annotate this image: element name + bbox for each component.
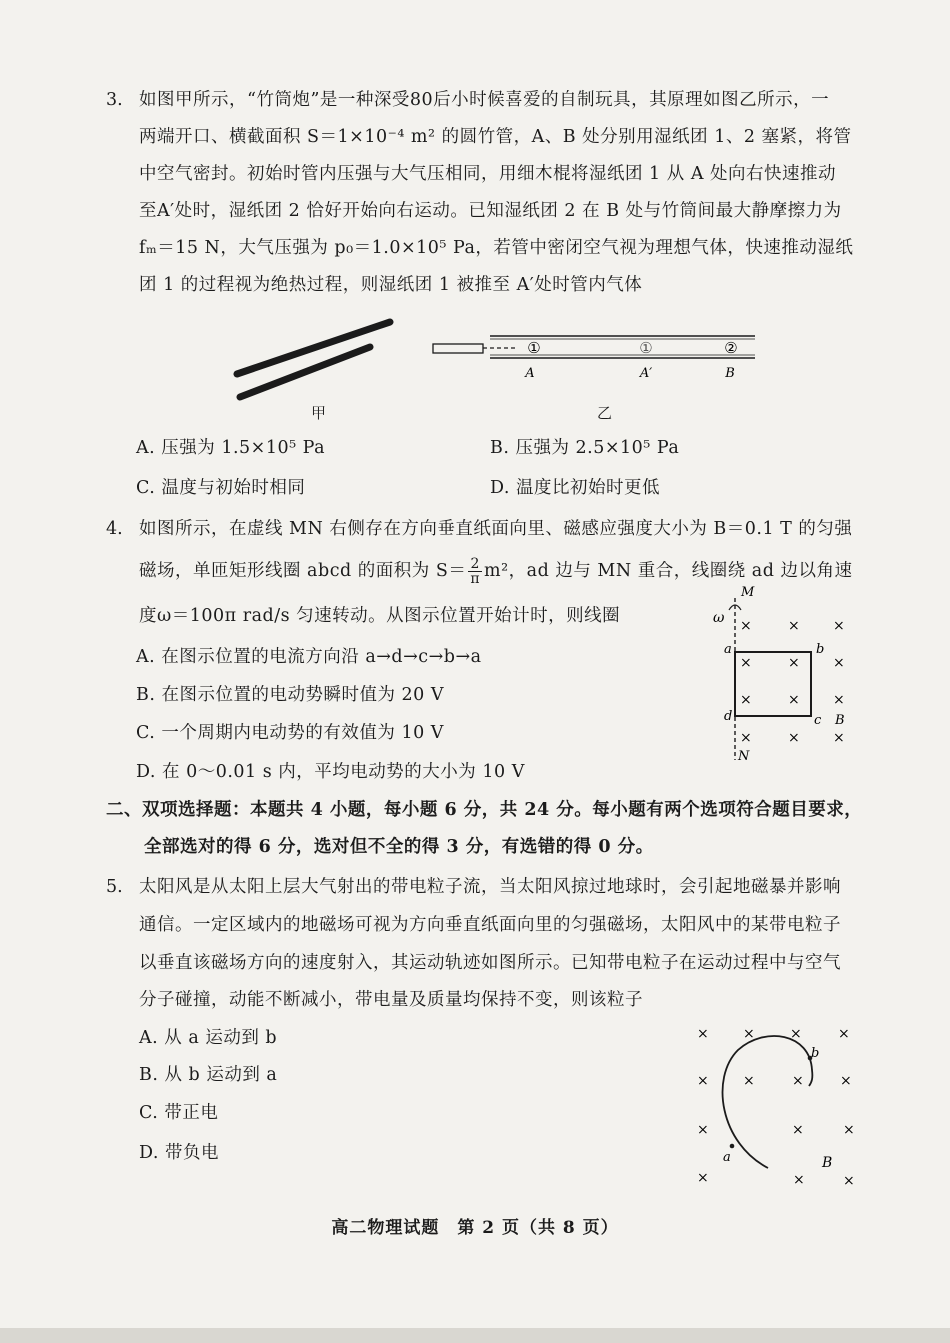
frac-numerator: 2 xyxy=(468,557,482,572)
q5-option-c: C. 带正电 xyxy=(139,1103,219,1123)
label-field-b: B xyxy=(835,713,845,728)
cross-mark: × xyxy=(740,692,752,708)
label-a: a xyxy=(724,642,732,657)
q3-option-c: C. 温度与初始时相同 xyxy=(136,478,306,498)
cross-mark: × xyxy=(833,618,845,634)
cross-mark: × xyxy=(697,1122,709,1138)
q5-option-b: B. 从 b 运动到 a xyxy=(139,1065,278,1085)
cross-mark: × xyxy=(840,1073,852,1089)
label-m: M xyxy=(741,585,755,600)
q4-option-b: B. 在图示位置的电动势瞬时值为 20 V xyxy=(136,685,445,705)
cross-mark: × xyxy=(740,618,752,634)
q5-option-d: D. 带负电 xyxy=(139,1143,220,1163)
q5-line3: 以垂直该磁场方向的速度射入，其运动轨迹如图所示。已知带电粒子在运动过程中与空气 xyxy=(139,953,841,973)
cross-mark: × xyxy=(833,692,845,708)
q4-line2-pre: 磁场，单匝矩形线圈 abcd 的面积为 S＝ xyxy=(139,561,467,581)
section-2-header-line2: 全部选对的得 6 分，选对但不全的得 3 分，有选错的得 0 分。 xyxy=(144,837,654,857)
q3-line3: 中空气密封。初始时管内压强与大气压相同，用细木棍将湿纸团 1 从 A 处向右快速推动 xyxy=(139,164,837,184)
figure-yi-tube xyxy=(430,330,760,385)
tube-label-a: A xyxy=(525,366,535,381)
cross-mark: × xyxy=(740,655,752,671)
q4-option-a: A. 在图示位置的电流方向沿 a→d→c→b→a xyxy=(136,647,482,667)
q3-number: 3. xyxy=(106,90,123,110)
point-a xyxy=(730,1144,735,1149)
label-b: b xyxy=(811,1046,820,1061)
cross-mark: × xyxy=(792,1122,804,1138)
q4-line3: 度ω＝100π rad/s 匀速转动。从图示位置开始计时，则线圈 xyxy=(139,606,621,626)
q4-number: 4. xyxy=(106,519,123,539)
cross-mark: × xyxy=(793,1172,805,1188)
cross-mark: × xyxy=(788,730,800,746)
q5-trajectory-figure xyxy=(690,1018,865,1193)
q3-line4: 至A′处时，湿纸团 2 恰好开始向右运动。已知湿纸团 2 在 B 处与竹筒间最大静摩擦力为 xyxy=(139,201,842,221)
figure-yi-label: 乙 xyxy=(597,404,613,422)
label-omega: ω xyxy=(713,610,725,626)
cross-mark: × xyxy=(833,655,845,671)
q3-option-a: A. 压强为 1.5×10⁵ Pa xyxy=(136,438,326,458)
q5-line1: 太阳风是从太阳上层大气射出的带电粒子流，当太阳风掠过地球时，会引起地磁暴并影响 xyxy=(139,877,841,897)
tube-label-a-prime: A′ xyxy=(639,366,653,381)
page-footer: 高二物理试题 第 2 页（共 8 页） xyxy=(331,1218,619,1238)
cross-mark: × xyxy=(697,1026,709,1042)
cross-mark: × xyxy=(743,1026,755,1042)
q3-line5: fₘ＝15 N，大气压强为 p₀＝1.0×10⁵ Pa，若管中密闭空气视为理想气体，快速推动湿纸 xyxy=(139,238,854,258)
cross-mark: × xyxy=(697,1073,709,1089)
cross-mark: × xyxy=(790,1026,802,1042)
q3-option-b: B. 压强为 2.5×10⁵ Pa xyxy=(490,438,680,458)
q5-line4: 分子碰撞，动能不断减小，带电量及质量均保持不变，则该粒子 xyxy=(139,990,643,1010)
fraction-2-over-pi xyxy=(468,557,482,586)
tube-paper-1: ① xyxy=(527,339,541,357)
cross-mark: × xyxy=(788,655,800,671)
tube-paper-2: ② xyxy=(724,339,738,357)
q4-coil-figure xyxy=(705,582,865,767)
cross-mark: × xyxy=(788,618,800,634)
q4-option-d: D. 在 0～0.01 s 内，平均电动势的大小为 10 V xyxy=(136,762,525,782)
label-b: b xyxy=(816,642,825,657)
label-c: c xyxy=(814,713,822,728)
cross-mark: × xyxy=(740,730,752,746)
frac-denominator: π xyxy=(470,571,481,587)
q3-option-d: D. 温度比初始时更低 xyxy=(490,478,661,498)
cross-mark: × xyxy=(743,1073,755,1089)
label-d: d xyxy=(724,709,733,724)
cross-mark: × xyxy=(838,1026,850,1042)
tube-label-b: B xyxy=(725,366,735,381)
figure-jia-label: 甲 xyxy=(311,404,327,422)
figure-jia-sticks xyxy=(225,312,405,407)
q3-line6: 团 1 的过程视为绝热过程，则湿纸团 1 被推至 A′处时管内气体 xyxy=(139,275,643,295)
q4-line2-post: m²，ad 边与 MN 重合，线圈绕 ad 边以角速 xyxy=(484,561,853,581)
q3-line2: 两端开口、横截面积 S＝1×10⁻⁴ m² 的圆竹管，A、B 处分别用湿纸团 1、2 塞紧，将管 xyxy=(139,127,852,147)
q5-option-a: A. 从 a 运动到 b xyxy=(139,1028,278,1048)
tube-paper-1-dashed: ① xyxy=(639,339,653,357)
q5-line2: 通信。一定区域内的地磁场可视为方向垂直纸面向里的匀强磁场，太阳风中的某带电粒子 xyxy=(139,915,841,935)
cross-mark: × xyxy=(843,1173,855,1189)
cross-mark: × xyxy=(788,692,800,708)
cross-mark: × xyxy=(697,1170,709,1186)
cross-mark: × xyxy=(843,1122,855,1138)
label-a: a xyxy=(723,1150,731,1165)
cross-mark: × xyxy=(833,730,845,746)
q4-line1: 如图所示，在虚线 MN 右侧存在方向垂直纸面向里、磁感应强度大小为 B＝0.1 T 的匀强 xyxy=(139,519,853,539)
particle-trajectory xyxy=(723,1036,813,1168)
q4-option-c: C. 一个周期内电动势的有效值为 10 V xyxy=(136,723,444,743)
page-bottom-edge xyxy=(0,1328,950,1343)
cross-mark: × xyxy=(792,1073,804,1089)
q3-line1: 如图甲所示，“竹筒炮”是一种深受80后小时候喜爱的自制玩具，其原理如图乙所示，一 xyxy=(139,90,830,110)
q5-number: 5. xyxy=(106,877,123,897)
label-n: N xyxy=(738,749,750,764)
label-field-b: B xyxy=(822,1155,833,1171)
section-2-header-line1: 二、双项选择题：本题共 4 小题，每小题 6 分，共 24 分。每小题有两个选项符合题目要求， xyxy=(106,800,863,820)
